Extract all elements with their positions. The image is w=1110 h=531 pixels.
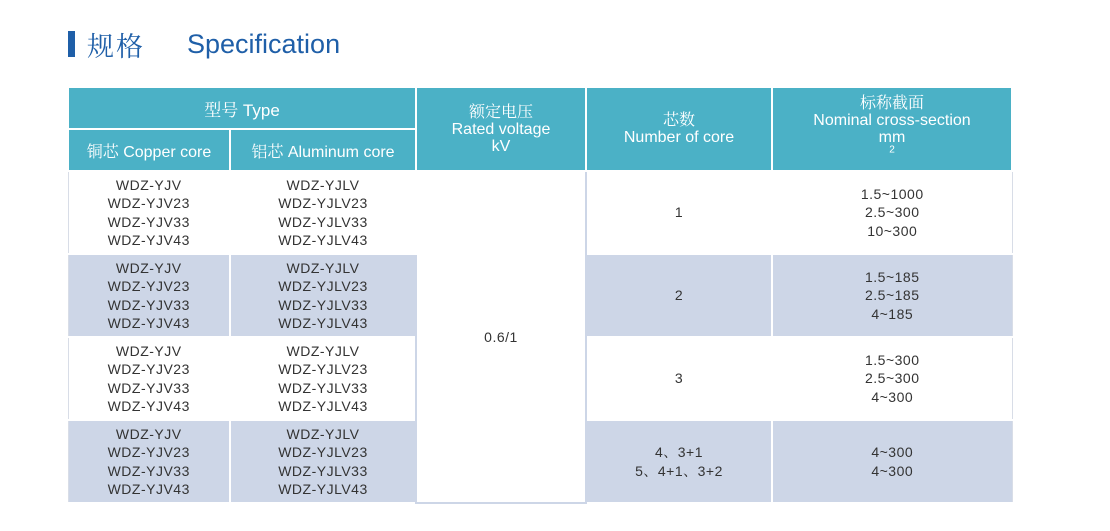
cross-section-cell-line: 4~300 bbox=[871, 444, 914, 460]
core-count-cell bbox=[586, 420, 772, 503]
aluminum-model-cell-line: WDZ-YJLV bbox=[286, 342, 360, 359]
type-group-header: 型号 Type bbox=[68, 87, 416, 129]
core-count-cell-line: 4、3+1 bbox=[654, 444, 704, 460]
cores-header-en: Number of core bbox=[623, 129, 735, 146]
aluminum-model-cell bbox=[230, 254, 416, 337]
copper-model-cell-line: WDZ-YJV43 bbox=[107, 398, 190, 414]
section-unit-superscript: 2 bbox=[889, 144, 895, 156]
core-count-cell-line: 1 bbox=[674, 204, 684, 221]
voltage-header bbox=[416, 87, 586, 171]
copper-model-cell-line: WDZ-YJV33 bbox=[107, 462, 190, 479]
specification-table bbox=[67, 86, 1013, 504]
heading-en: Specification bbox=[187, 28, 341, 59]
core-count-cell-line: 3 bbox=[674, 370, 684, 387]
aluminum-model-cell-line: WDZ-YJLV43 bbox=[278, 481, 368, 497]
cross-section-cell-line: 2.5~185 bbox=[865, 287, 920, 304]
aluminum-model-cell-line: WDZ-YJLV23 bbox=[278, 361, 368, 377]
copper-model-cell-line: WDZ-YJV33 bbox=[107, 213, 190, 230]
section-header-en: Nominal cross-section bbox=[813, 112, 971, 129]
header-row-1 bbox=[68, 87, 1012, 129]
aluminum-core-header: 铝芯 Aluminum core bbox=[230, 129, 416, 171]
copper-model-cell-line: WDZ-YJV33 bbox=[107, 296, 190, 313]
copper-model-cell-line: WDZ-YJV43 bbox=[107, 315, 190, 331]
core-count-cell bbox=[586, 337, 772, 420]
aluminum-model-cell-line: WDZ-YJLV23 bbox=[278, 278, 368, 294]
voltage-header-en: Rated voltage bbox=[451, 120, 551, 138]
copper-model-cell bbox=[68, 420, 230, 503]
cross-section-cell-line: 2.5~300 bbox=[865, 204, 920, 221]
copper-core-header: 铜芯 Copper core bbox=[68, 129, 230, 171]
aluminum-model-cell-line: WDZ-YJLV23 bbox=[278, 444, 368, 460]
copper-model-cell-line: WDZ-YJV23 bbox=[107, 278, 190, 294]
aluminum-model-cell-line: WDZ-YJLV bbox=[286, 176, 360, 193]
section-header-unit bbox=[773, 129, 1011, 163]
core-count-cell bbox=[586, 171, 772, 254]
section-header bbox=[772, 87, 1012, 171]
voltage-header-unit: kV bbox=[491, 137, 511, 155]
aluminum-model-cell-line: WDZ-YJLV43 bbox=[278, 398, 368, 414]
core-count-cell-line: 2 bbox=[674, 287, 684, 304]
heading-marker bbox=[68, 31, 75, 57]
cross-section-cell-line: 4~300 bbox=[871, 462, 914, 479]
cross-section-cell bbox=[772, 254, 1012, 337]
copper-model-cell bbox=[68, 171, 230, 254]
copper-model-cell bbox=[68, 337, 230, 420]
cross-section-cell-line: 1.5~1000 bbox=[860, 185, 924, 202]
aluminum-model-cell-line: WDZ-YJLV43 bbox=[278, 232, 368, 248]
cross-section-cell-line: 10~300 bbox=[867, 222, 918, 239]
table-row bbox=[68, 171, 1012, 254]
table-body bbox=[68, 171, 1012, 503]
aluminum-model-cell-line: WDZ-YJLV33 bbox=[278, 213, 368, 230]
aluminum-model-cell bbox=[230, 171, 416, 254]
aluminum-model-cell bbox=[230, 420, 416, 503]
copper-model-cell-line: WDZ-YJV33 bbox=[107, 379, 190, 396]
copper-model-cell-line: WDZ-YJV bbox=[115, 176, 182, 193]
aluminum-model-cell-line: WDZ-YJLV bbox=[286, 259, 360, 276]
copper-model-cell-line: WDZ-YJV43 bbox=[107, 481, 190, 497]
cross-section-cell-line: 2.5~300 bbox=[865, 370, 920, 387]
aluminum-model-cell-line: WDZ-YJLV23 bbox=[278, 195, 368, 211]
rated-voltage-cell: 0.6/1 bbox=[416, 171, 586, 503]
cross-section-cell bbox=[772, 420, 1012, 503]
core-count-cell-line: 5、4+1、3+2 bbox=[635, 462, 723, 479]
copper-model-cell-line: WDZ-YJV43 bbox=[107, 232, 190, 248]
copper-model-cell bbox=[68, 254, 230, 337]
cross-section-cell-line: 1.5~185 bbox=[865, 268, 920, 285]
copper-model-cell-line: WDZ-YJV bbox=[115, 259, 182, 276]
section-header-cn: 标称截面 bbox=[859, 95, 924, 112]
copper-model-cell-line: WDZ-YJV23 bbox=[107, 444, 190, 460]
aluminum-model-cell-line: WDZ-YJLV33 bbox=[278, 379, 368, 396]
cross-section-cell-line: 1.5~300 bbox=[865, 351, 920, 368]
heading-cn: 规格 bbox=[87, 31, 145, 63]
copper-model-cell-line: WDZ-YJV23 bbox=[107, 361, 190, 377]
aluminum-model-cell-line: WDZ-YJLV43 bbox=[278, 315, 368, 331]
page-heading bbox=[68, 26, 340, 62]
aluminum-model-cell-line: WDZ-YJLV33 bbox=[278, 462, 368, 479]
cross-section-cell-line: 4~185 bbox=[871, 305, 914, 322]
cross-section-cell bbox=[772, 337, 1012, 420]
cores-header-cn: 芯数 bbox=[662, 112, 695, 129]
core-count-cell bbox=[586, 254, 772, 337]
aluminum-model-cell bbox=[230, 337, 416, 420]
copper-model-cell-line: WDZ-YJV bbox=[115, 342, 182, 359]
voltage-header-cn: 额定电压 bbox=[468, 103, 533, 121]
aluminum-model-cell-line: WDZ-YJLV33 bbox=[278, 296, 368, 313]
cores-header bbox=[586, 87, 772, 171]
aluminum-model-cell-line: WDZ-YJLV bbox=[286, 425, 360, 442]
cross-section-cell-line: 4~300 bbox=[871, 388, 914, 405]
copper-model-cell-line: WDZ-YJV bbox=[115, 425, 182, 442]
section-unit-text: mm bbox=[878, 129, 906, 146]
copper-model-cell-line: WDZ-YJV23 bbox=[107, 195, 190, 211]
cross-section-cell bbox=[772, 171, 1012, 254]
